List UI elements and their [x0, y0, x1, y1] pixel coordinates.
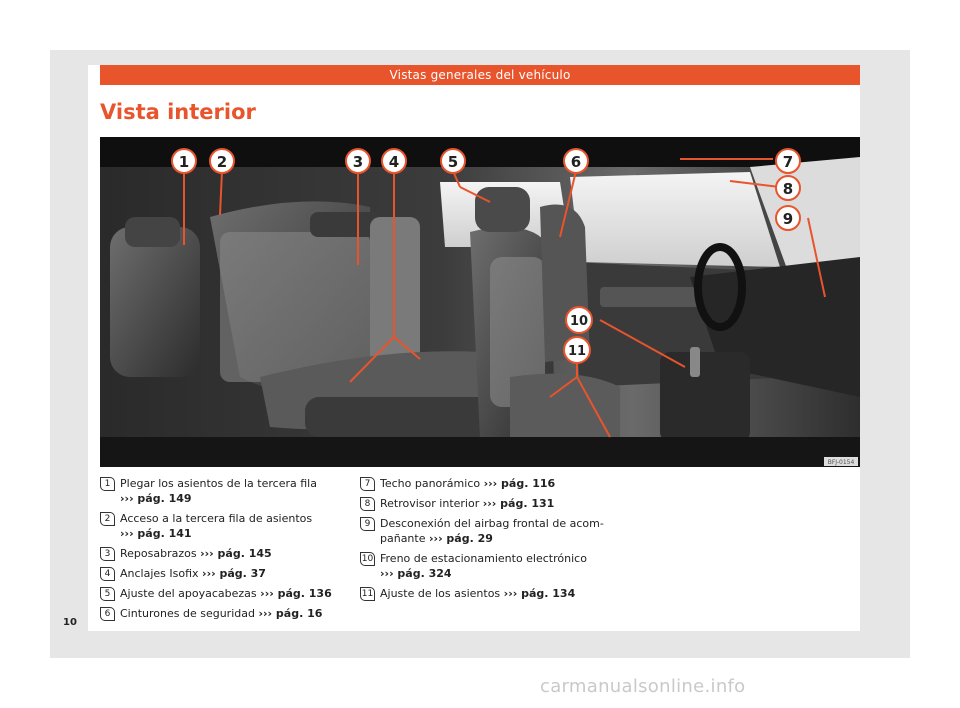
- legend-text: Techo panorámico: [380, 477, 481, 490]
- legend-text: Ajuste de los asientos: [380, 587, 501, 600]
- svg-text:5: 5: [447, 153, 459, 171]
- legend-number: 5: [100, 587, 115, 601]
- legend-text: Retrovisor interior: [380, 497, 480, 510]
- legend-text: Reposabrazos: [120, 547, 197, 560]
- legend-number: 10: [361, 554, 374, 564]
- svg-text:11: 11: [567, 344, 587, 359]
- legend-item: [100, 586, 340, 601]
- callout-badge-7: [776, 149, 800, 173]
- legend-item: [100, 566, 340, 581]
- svg-text:1: 1: [178, 153, 190, 171]
- page-reference-link[interactable]: ››› pág. 134: [503, 587, 576, 600]
- vehicle-interior-photo: [100, 137, 860, 467]
- legend-number: 3: [100, 547, 115, 561]
- legend-text: Freno de estacionamiento electrónico: [380, 552, 587, 565]
- callout-badge-4: [382, 149, 406, 173]
- callout-badge-6: [564, 149, 588, 173]
- page-reference-link[interactable]: ››› pág. 324: [380, 567, 452, 580]
- legend-item: [100, 546, 340, 561]
- legend-number: 6: [100, 607, 115, 621]
- page-reference-link[interactable]: ››› pág. 29: [429, 532, 493, 545]
- svg-text:8: 8: [782, 180, 794, 198]
- interior-illustration: [100, 137, 860, 467]
- legend-item: [100, 476, 340, 506]
- page-number: 10: [63, 617, 77, 628]
- legend-item: [100, 606, 340, 621]
- svg-text:2: 2: [216, 153, 228, 171]
- svg-text:6: 6: [570, 153, 582, 171]
- page-reference-link[interactable]: ››› pág. 149: [120, 492, 192, 505]
- page-reference-link[interactable]: ››› pág. 131: [482, 497, 555, 510]
- legend-number: 7: [360, 477, 375, 491]
- legend-text: Acceso a la tercera fila de asientos: [120, 512, 313, 525]
- section-header: Vistas generales del vehículo: [100, 65, 860, 85]
- legend-item: [100, 511, 340, 541]
- callout-badge-1: [172, 149, 196, 173]
- callout-badge-10: [566, 307, 592, 333]
- legend-list-right: [360, 476, 620, 606]
- page-title: Vista interior: [100, 100, 256, 124]
- legend-number: 1: [100, 477, 115, 491]
- image-code: BFJ-0154: [827, 459, 855, 466]
- page-reference-link[interactable]: ››› pág. 37: [202, 567, 266, 580]
- callout-badge-9: [776, 206, 800, 230]
- callout-badge-11: [564, 337, 590, 363]
- svg-text:4: 4: [388, 153, 400, 171]
- callout-badge-5: [441, 149, 465, 173]
- page-reference-link[interactable]: ››› pág. 116: [483, 477, 556, 490]
- legend-number: 4: [100, 567, 115, 581]
- legend-item: [360, 516, 620, 546]
- legend-item: [360, 586, 620, 601]
- legend-number: 8: [360, 497, 375, 511]
- callout-badge-2: [210, 149, 234, 173]
- legend-number: 2: [100, 512, 115, 526]
- legend-text: Ajuste del apoyacabezas: [120, 587, 257, 600]
- legend-number: 11: [361, 589, 374, 599]
- legend-text: Desconexión del airbag frontal de acom-pañante: [380, 517, 604, 545]
- legend-text: Cinturones de seguridad: [120, 607, 255, 620]
- page-reference-link[interactable]: ››› pág. 141: [120, 527, 192, 540]
- page-reference-link[interactable]: ››› pág. 136: [260, 587, 332, 600]
- svg-text:3: 3: [352, 153, 364, 171]
- legend-list-left: [100, 476, 340, 626]
- legend-item: [360, 551, 620, 581]
- legend-item: [360, 476, 620, 491]
- legend-number: 9: [360, 517, 375, 531]
- callout-badge-3: [346, 149, 370, 173]
- legend-text: Plegar los asientos de la tercera fila: [120, 477, 317, 490]
- page-reference-link[interactable]: ››› pág. 16: [258, 607, 323, 620]
- legend-text: Anclajes Isofix: [120, 567, 199, 580]
- svg-text:10: 10: [569, 314, 589, 329]
- svg-text:9: 9: [782, 210, 794, 228]
- watermark[interactable]: carmanualsonline.info: [540, 676, 746, 697]
- legend-item: [360, 496, 620, 511]
- page-reference-link[interactable]: ››› pág. 145: [200, 547, 272, 560]
- svg-text:7: 7: [782, 153, 794, 171]
- callout-badge-8: [776, 176, 800, 200]
